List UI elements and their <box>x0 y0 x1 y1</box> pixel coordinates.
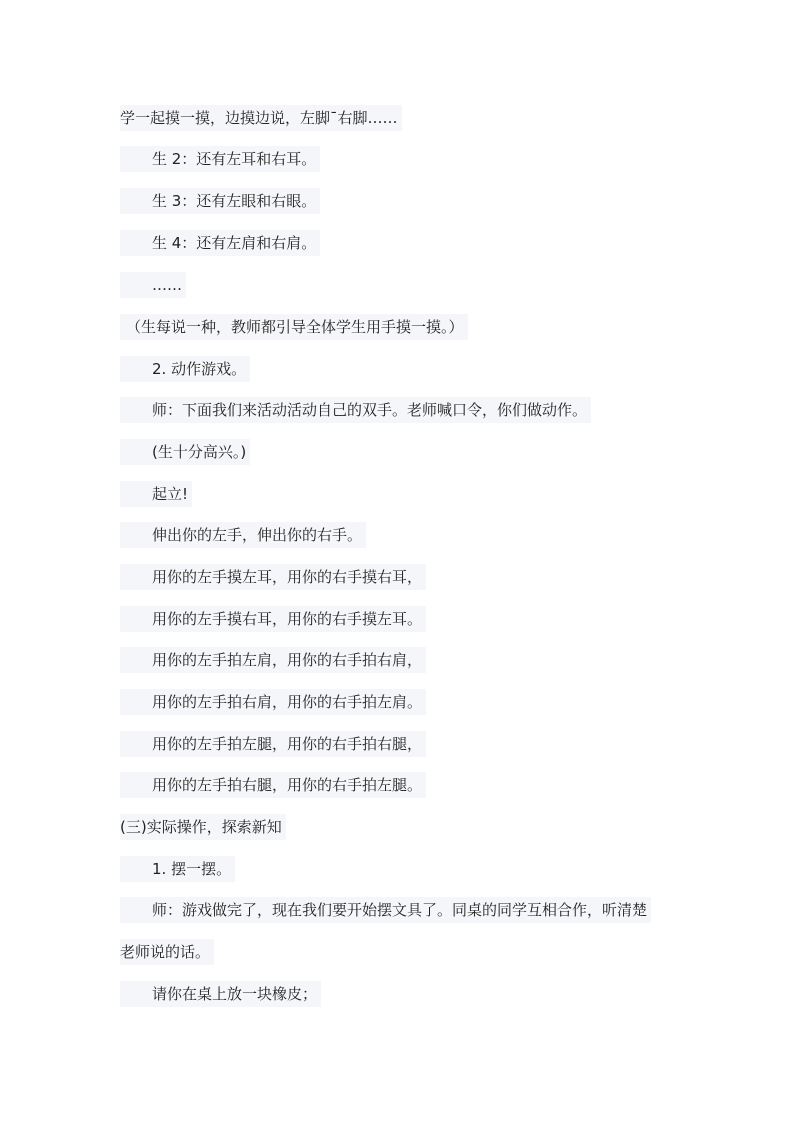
text-line-13: 用你的左手摸右耳，用你的右手摸左耳。 <box>120 606 426 632</box>
text-line-16: 用你的左手拍左腿，用你的右手拍右腿， <box>120 731 426 757</box>
text-line-1: 学一起摸一摸，边摸边说，左脚¯右脚…… <box>120 105 402 131</box>
text-line-19: 1. 摆一摆。 <box>120 856 235 882</box>
text-line-21: 老师说的话。 <box>120 939 214 965</box>
text-line-6: （生每说一种，教师都引导全体学生用手摸一摸。） <box>120 314 468 340</box>
text-line-3: 生 3：还有左眼和右眼。 <box>120 188 320 214</box>
text-line-7: 2. 动作游戏。 <box>120 356 250 382</box>
text-line-17: 用你的左手拍右腿，用你的右手拍左腿。 <box>120 772 426 798</box>
text-line-11: 伸出你的左手，伸出你的右手。 <box>120 522 366 548</box>
text-line-10: 起立! <box>120 481 192 507</box>
text-line-8: 师：下面我们来活动活动自己的双手。老师喊口令，你们做动作。 <box>120 397 591 423</box>
text-line-9: (生十分高兴。) <box>120 439 250 465</box>
section-heading: (三)实际操作，探索新知 <box>120 814 286 840</box>
text-line-12: 用你的左手摸左耳，用你的右手摸右耳， <box>120 564 426 590</box>
text-line-4: 生 4：还有左肩和右肩。 <box>120 230 320 256</box>
text-line-15: 用你的左手拍右肩，用你的右手拍左肩。 <box>120 689 426 715</box>
text-line-2: 生 2：还有左耳和右耳。 <box>120 146 320 172</box>
text-line-20: 师：游戏做完了，现在我们要开始摆文具了。同桌的同学互相合作，听清楚 <box>120 897 651 923</box>
text-line-22: 请你在桌上放一块橡皮； <box>120 981 321 1007</box>
text-line-14: 用你的左手拍左肩，用你的右手拍右肩， <box>120 647 426 673</box>
text-line-5: …… <box>120 272 186 298</box>
